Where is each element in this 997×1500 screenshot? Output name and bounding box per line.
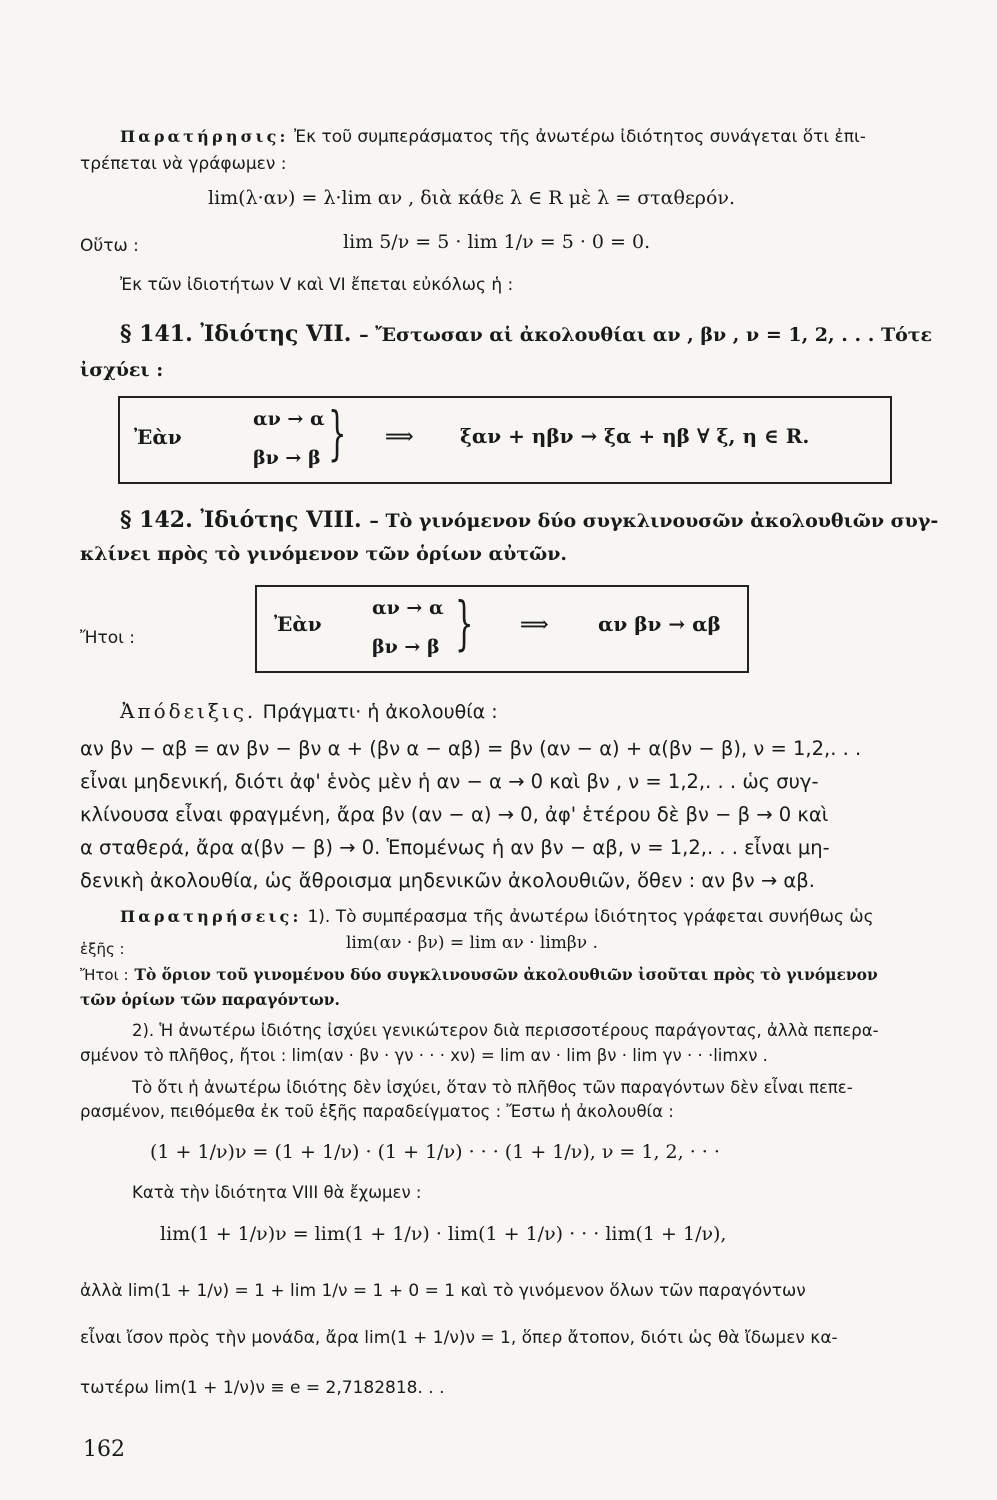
section-142-text: – Τὸ γινόμενον δύο συγκλινουσῶν ἀκολουθιῶν συγ- <box>369 510 939 532</box>
notes-text-1: 1). Τὸ συμπέρασμα τῆς ἀνωτέρω ἰδιότητος γράφεται συνήθως ὡς <box>307 907 874 927</box>
box-142-ean: Ἐὰν <box>274 612 322 636</box>
notes-bold-line-1 <box>80 963 878 987</box>
formula-product-expansion: (1 + 1/ν)ν = (1 + 1/ν) · (1 + 1/ν) · · · (1 + 1/ν), ν = 1, 2, · · · <box>150 1141 720 1163</box>
einai-line: εἶναι ἴσον πρὸς τὴν μονάδα, ἄρα lim(1 + 1/ν)ν = 1, ὅπερ ἄτοπον, διότι ὡς θὰ ἴδωμεν κα- <box>80 1328 838 1348</box>
notes-2-line-2: σμένον τὸ πλῆθος, ἤτοι : lim(αν · βν · γν · · · xν) = lim αν · lim βν · lim γν · · ·limxν . <box>80 1046 768 1065</box>
box-141-ean: Ἐὰν <box>134 425 182 449</box>
box-142-brace: } <box>455 589 474 657</box>
section-141-text-2: ἰσχύει : <box>80 359 164 381</box>
box-142-result: αν βν → αβ <box>598 612 721 636</box>
notes-3-line-1: Τὸ ὅτι ἡ ἀνωτέρω ἰδιότης δὲν ἰσχύει, ὅταν τὸ πλῆθος τῶν παραγόντων δὲν εἶναι πεπε- <box>132 1078 853 1097</box>
proof-line-1: αν βν − αβ = αν βν − βν α + (βν α − αβ) = βν (αν − α) + α(βν − β), ν = 1,2,. . . <box>80 737 862 760</box>
section-141-heading <box>120 322 932 347</box>
last-line: τωτέρω lim(1 + 1/ν)ν ≡ e = 2,7182818. . . <box>80 1378 445 1398</box>
notes-bold-text-1: Τὸ ὅριον τοῦ γινομένου δύο συγκλινουσῶν ἀκολουθιῶν ἰσοῦται πρὸς τὸ γινόμενον <box>134 965 878 984</box>
notes-bold-line-2: τῶν ὁρίων τῶν παραγόντων. <box>80 990 340 1009</box>
formula-lim-lambda: lim(λ·αν) = λ·lim αν , διὰ κάθε λ ∈ R μὲ λ = σταθερόν. <box>208 187 735 209</box>
box-141-implies: ⟹ <box>385 424 414 448</box>
itoi-label-2: Ἤτοι : <box>80 966 129 984</box>
outo-label: Οὕτω : <box>80 236 139 256</box>
box-142-implies: ⟹ <box>520 612 549 636</box>
section-142-title: Ἰδιότης VIII. <box>200 507 362 533</box>
note-text: Ἐκ τοῦ συμπεράσματος τῆς ἀνωτέρω ἰδιότητος συνάγεται ὅτι ἐπι- <box>294 127 866 147</box>
formula-lim-5-nu: lim 5/ν = 5 · lim 1/ν = 5 · 0 = 0. <box>343 231 651 253</box>
note-line-2: τρέπεται νὰ γράφωμεν : <box>80 154 287 174</box>
section-142-heading <box>120 508 938 533</box>
proof-line-5: δενικὴ ἀκολουθία, ὡς ἄθροισμα μηδενικῶν ἀκολουθιῶν, ὅθεν : αν βν → αβ. <box>80 869 815 892</box>
kata-line: Κατὰ τὴν ἰδιότητα VIII θὰ ἔχωμεν : <box>132 1183 422 1202</box>
itoi-label: Ἤτοι : <box>80 628 135 648</box>
notes-line-1 <box>120 905 874 929</box>
section-142-text-2: κλίνει πρὸς τὸ γινόμενον τῶν ὁρίων αὐτῶν. <box>80 543 568 565</box>
formula-lim-product: lim(αν · βν) = lim αν · limβν . <box>346 933 598 953</box>
notes-label: Παρατηρήσεις: <box>120 907 302 926</box>
box-141-cond-1: αν → α <box>253 408 325 430</box>
proof-intro-text: Πράγματι· ἡ ἀκολουθία : <box>262 701 498 723</box>
proof-line-3: κλίνουσα εἶναι φραγμένη, ἄρα βν (αν − α) → 0, ἀφ' ἑτέρου δὲ βν − β → 0 καὶ <box>80 803 829 826</box>
notes-3-line-2: ρασμένον, πειθόμεθα ἐκ τοῦ ἑξῆς παραδείγματος : Ἔστω ἡ ἀκολουθία : <box>80 1102 674 1121</box>
alla-line: ἀλλὰ lim(1 + 1/ν) = 1 + lim 1/ν = 1 + 0 = 1 καὶ τὸ γινόμενον ὅλων τῶν παραγόντων <box>80 1281 806 1301</box>
proof-label: Ἀπόδειξις. <box>120 699 257 723</box>
proof-intro <box>120 699 498 724</box>
proof-line-2: εἶναι μηδενική, διότι ἀφ' ἑνὸς μὲν ἡ αν − α → 0 καὶ βν , ν = 1,2,. . . ὡς συγ- <box>80 770 819 793</box>
formula-lim-expansion: lim(1 + 1/ν)ν = lim(1 + 1/ν) · lim(1 + 1/ν) · · · lim(1 + 1/ν), <box>160 1223 727 1245</box>
box-142-cond-1: αν → α <box>372 597 444 619</box>
note-line-3: Ἐκ τῶν ἰδιοτήτων V καὶ VI ἔπεται εὐκόλως ἡ : <box>120 275 514 295</box>
box-142-cond-2: βν → β <box>372 636 440 658</box>
note-label: Παρατήρησις: <box>120 127 289 146</box>
section-141-title: Ἰδιότης VII. <box>200 321 352 347</box>
notes-2-line-1: 2). Ἡ ἀνωτέρω ἰδιότης ἰσχύει γενικώτερον διὰ περισσοτέρους παράγοντας, ἀλλὰ πεπερα- <box>132 1021 879 1040</box>
box-141-cond-2: βν → β <box>253 447 321 469</box>
section-141-text: – Ἔστωσαν αἱ ἀκολουθίαι αν , βν , ν = 1, 2, . . . Τότε <box>359 324 933 346</box>
box-141-result: ξαν + ηβν → ξα + ηβ ∀ ξ, η ∈ R. <box>460 424 810 448</box>
page-number: 162 <box>83 1437 125 1462</box>
proof-line-4: α σταθερά, ἄρα α(βν − β) → 0. Ἑπομένως ἡ αν βν − αβ, ν = 1,2,. . . εἶναι μη- <box>80 836 830 859</box>
note-line-1 <box>120 125 866 149</box>
section-141-number: § 141. <box>120 321 193 347</box>
section-142-number: § 142. <box>120 507 193 533</box>
exis-label: ἑξῆς : <box>80 940 125 958</box>
box-141-brace: } <box>328 399 347 467</box>
